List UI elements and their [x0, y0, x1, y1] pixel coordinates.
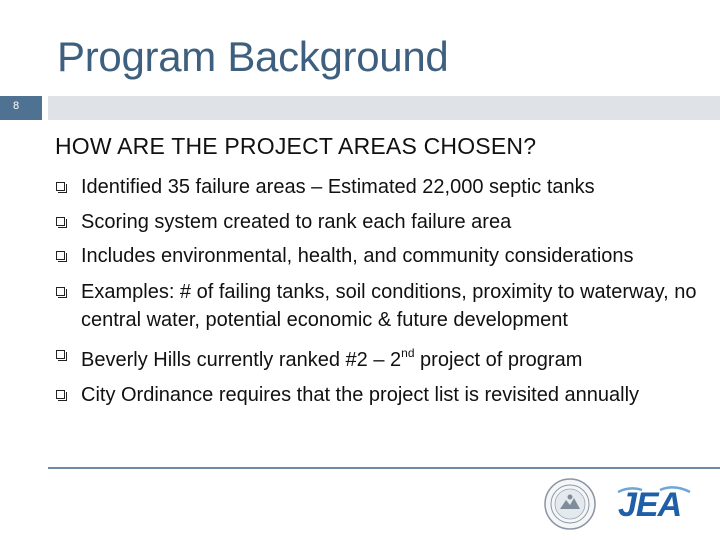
bullet-text	[81, 345, 583, 372]
footer-divider	[48, 467, 720, 469]
square-bullet-icon	[56, 350, 65, 359]
bullet-item	[56, 278, 706, 335]
bullet-item	[56, 242, 706, 271]
slide-number: 8	[13, 100, 20, 112]
city-seal-logo	[544, 478, 596, 530]
bullet-text: Examples: # of failing tanks, soil conditions, proximity to waterway, no central water, potential economic & future development	[81, 280, 697, 331]
subheading: HOW ARE THE PROJECT AREAS CHOSEN?	[55, 133, 537, 159]
square-bullet-icon	[56, 217, 65, 226]
bullet-item	[56, 208, 706, 237]
slide-number-box	[0, 96, 42, 120]
slide-title: Program Background	[57, 33, 449, 80]
ordinal-suffix: nd	[401, 345, 415, 360]
square-bullet-icon	[56, 287, 65, 296]
bullet-item	[56, 381, 706, 410]
bullet-list	[56, 173, 706, 415]
jea-brand-text: JEA	[618, 486, 682, 524]
square-bullet-icon	[56, 251, 65, 260]
bullet-text: Identified 35 failure areas – Estimated 22,000 septic tanks	[81, 176, 595, 198]
bullet-item	[56, 341, 706, 375]
square-bullet-icon	[56, 390, 65, 399]
bullet-text: Scoring system created to rank each failure area	[81, 210, 512, 233]
bullet-text-after: project of program	[414, 349, 583, 372]
bullet-text-before: Beverly Hills currently ranked #2 – 2	[81, 349, 402, 372]
header-bar	[48, 96, 720, 120]
bullet-text: Includes environmental, health, and community considerations	[81, 245, 634, 267]
bullet-item	[56, 173, 706, 202]
bullet-text: City Ordinance requires that the project list is revisited annually	[81, 383, 640, 406]
square-bullet-icon	[56, 182, 65, 191]
